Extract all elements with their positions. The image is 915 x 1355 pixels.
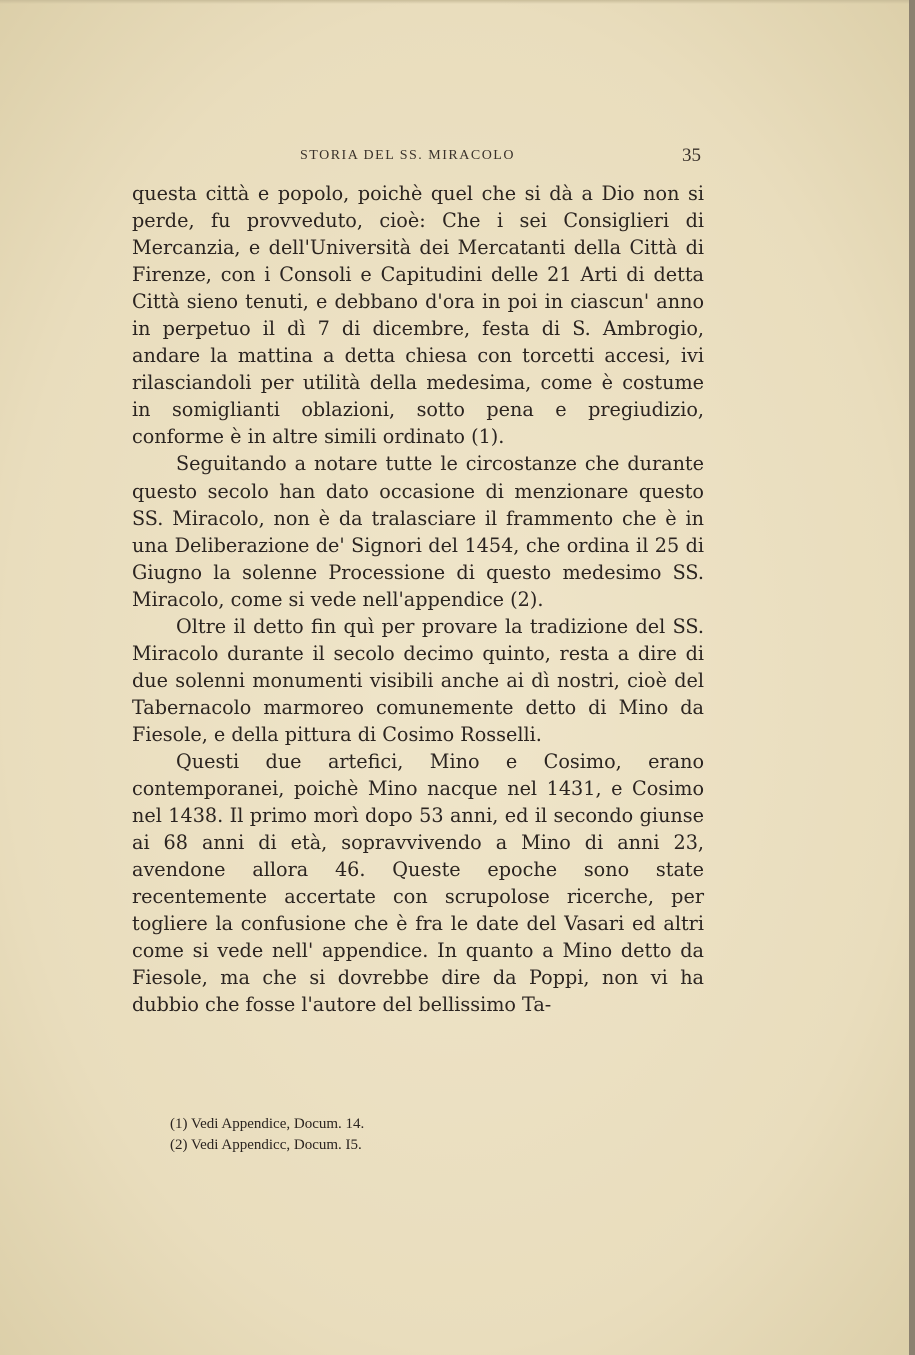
- footnote-2: (2) Vedi Appendicc, Docum. I5.: [170, 1137, 362, 1153]
- running-title: STORIA DEL SS. MIRACOLO: [300, 148, 515, 163]
- body-text: [132, 180, 704, 1018]
- page-number: 35: [682, 145, 701, 166]
- page-top-edge: [0, 0, 915, 4]
- footnotes: [170, 1114, 364, 1156]
- footnote-1: (1) Vedi Appendice, Docum. 14.: [170, 1116, 365, 1132]
- page-right-edge: [909, 0, 915, 1355]
- paragraph-2: Seguitando a notare tutte le circostanze che durante questo secolo han dato occasione di menzionare questo SS. Miracolo, non è da tralasciare il frammento che è in una Deliberazione de' Signori del 1454, che ordina il 25 di Giugno la solenne Processione di questo medesimo SS. Miracolo, come si vede nell'appendice (2).: [132, 452, 704, 611]
- paragraph-4: Questi due artefici, Mino e Cosimo, erano contemporanei, poichè Mino nacque nel 1431, e Cosimo nel 1438. Il primo morì dopo 53 anni, ed il secondo giunse ai 68 anni di età, sopravvivendo a Mino di anni 23, avendone allora 46. Queste epoche sono state recentemente accertate con scrupolose ricerche, per togliere la confusione che è fra le date del Vasari ed altri come si vede nell' appendice. In quanto a Mino detto da Fiesole, ma che si dovrebbe dire da Poppi, non vi ha dubbio che fosse l'autore del bellissimo Ta-: [132, 749, 704, 1017]
- paragraph-3: Oltre il detto fin quì per provare la tradizione del SS. Miracolo durante il secolo decimo quinto, resta a dire di due solenni monumenti visibili anche ai dì nostri, cioè del Tabernacolo marmoreo comunemente detto di Mino da Fiesole, e della pittura di Cosimo Rosselli.: [132, 614, 704, 746]
- paragraph-1: questa città e popolo, poichè quel che si dà a Dio non si perde, fu provveduto, cioè: Che i sei Consiglieri di Mercanzia, e dell'Università dei Mercatanti della Città di Firenze, con i Consoli e Capitudini delle 21 Arti di detta Città sieno tenuti, e debbano d'ora in poi in ciascun' anno in perpetuo il dì 7 di dicembre, festa di S. Ambrogio, andare la mattina a detta chiesa con torcetti accesi, ivi rilasciandoli per utilità della medesima, come è costume in somiglianti oblazioni, sotto pena e pregiudizio, conforme è in altre simili ordinato (1).: [132, 182, 704, 449]
